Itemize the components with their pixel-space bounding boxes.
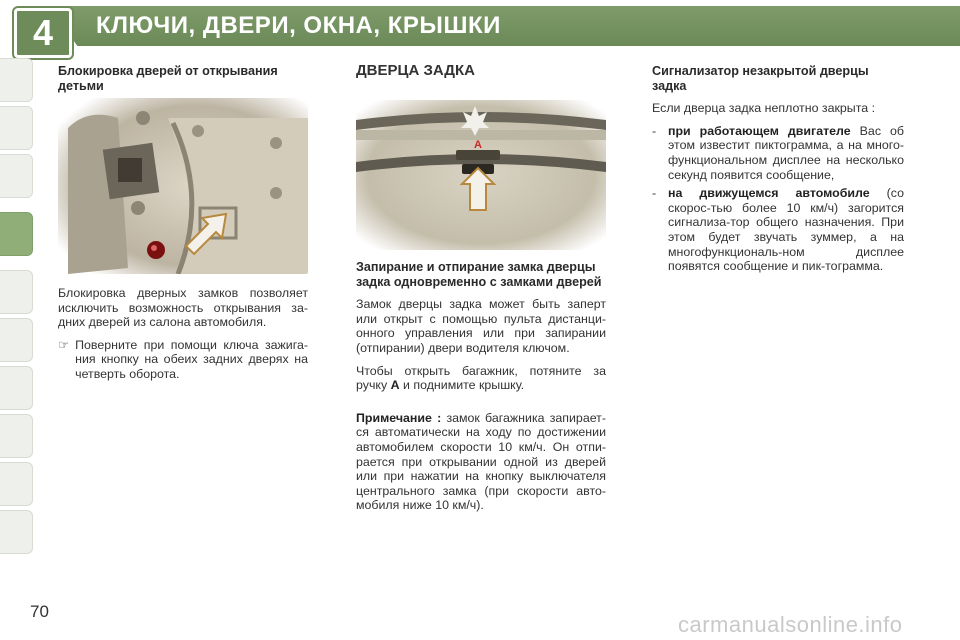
chapter-tab[interactable] [0, 366, 33, 410]
note-paragraph [356, 411, 606, 513]
central-lock-paragraph: Замок дверцы задка может быть заперт или открыт с помощью пульта дистанци-онного управления или при запирании (отпирании) двери водителя ключом. [356, 297, 606, 355]
vehicle-moving-label: на движущемся автомобиле [668, 186, 870, 201]
vehicle-moving-text: (со скорос-тью более 10 км/ч) загорится сигнализа-тор общего назначения. При этом будет звучать зуммер, а на многофункциональ-ном дисплее появятся сообщение и пик-тограмма. [668, 186, 905, 274]
engine-running-text: Вас об этом известит пиктограмма, а на много-функциональном дисплее на несколько секунд появится сообщение, [668, 123, 904, 182]
open-trunk-paragraph: Чтобы открыть багажник, потяните за ручку A и поднимите крышку. [356, 363, 606, 393]
middle-column-title [356, 64, 606, 97]
child-lock-intro: Блокировка дверных замков позволяет исключить возможность открывания за-дних дверей из салона автомобиля. [58, 286, 308, 330]
dash-marker: - [652, 123, 657, 138]
dash-marker: - [652, 186, 657, 201]
left-column [58, 64, 308, 101]
middle-column-body [356, 260, 606, 521]
handle-label-a: A [474, 139, 482, 151]
door-ajar-intro: Если дверца задка неплотно закрыта : [652, 101, 876, 116]
chapter-tab[interactable] [0, 154, 33, 198]
chapter-tab[interactable] [0, 270, 33, 314]
chapter-number-badge: 4 [14, 8, 72, 58]
central-lock-heading: Запирание и отпирание замка дверцы задка одновременно с замками дверей [356, 260, 602, 289]
chapter-tab[interactable] [0, 414, 33, 458]
child-lock-photo [58, 98, 308, 274]
child-lock-instruction [58, 338, 308, 382]
door-ajar-heading: Сигнализатор незакрытой дверцы задка [652, 64, 869, 93]
right-column [652, 64, 904, 278]
engine-running-label: при работающем двигателе [668, 123, 851, 138]
tailgate-illustration [356, 100, 606, 250]
door-ajar-item-engine [652, 124, 904, 182]
chapter-tabs [0, 58, 36, 578]
chapter-tab[interactable] [0, 510, 33, 554]
chapter-tab-active[interactable] [0, 212, 33, 256]
watermark: carmanualsonline.info [678, 612, 903, 637]
hand-pointer-icon: ☞ [58, 337, 70, 352]
door-ajar-item-moving [652, 186, 904, 274]
child-lock-instruction-text: Поверните при помощи ключа зажига-ния кнопку на обеих задних дверях на четверть оборота. [75, 337, 308, 381]
chapter-tab[interactable] [0, 106, 33, 150]
chapter-tab[interactable] [0, 318, 33, 362]
chapter-tab[interactable] [0, 462, 33, 506]
chapter-title: КЛЮЧИ, ДВЕРИ, ОКНА, КРЫШКИ [96, 12, 501, 39]
child-lock-illustration [58, 98, 308, 274]
chapter-tab[interactable] [0, 58, 33, 102]
tailgate-photo [356, 100, 606, 250]
child-lock-heading: Блокировка дверей от открывания детьми [58, 64, 278, 93]
chapter-header [0, 0, 960, 52]
note-text: замок багажника запирает-ся автоматически на ходу по достижении автомобилем скорости 10 км/ч. Он отпи-рается при открывании одной из дверей или при нажатии на кнопку выключателя центрального замка (при скорости авто-мобиля ниже 10 км/ч). [356, 410, 606, 513]
handle-ref-a: A [390, 378, 400, 393]
left-column-body [58, 286, 308, 386]
page-number: 70 [30, 602, 49, 621]
note-label: Примечание : [356, 410, 442, 425]
section-title: ДВЕРЦА ЗАДКА [356, 62, 475, 79]
